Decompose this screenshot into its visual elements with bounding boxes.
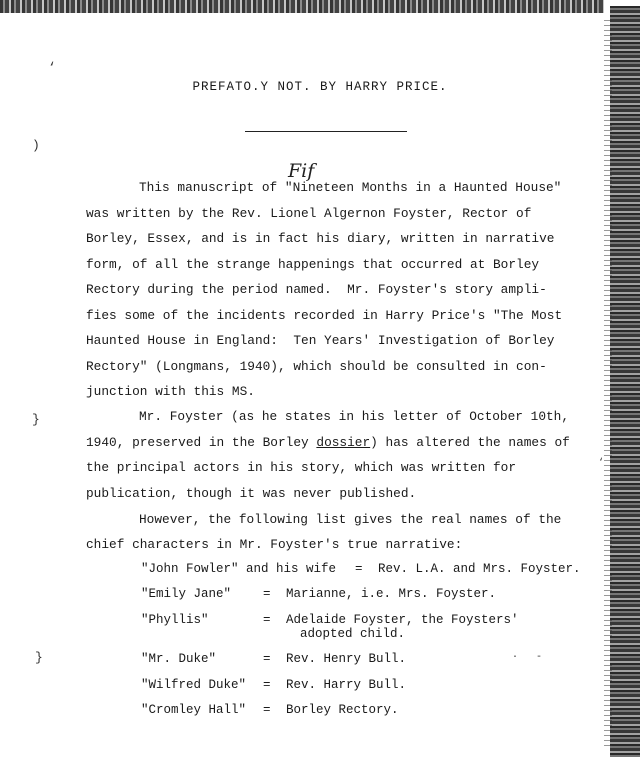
real-name: Marianne, i.e. Mrs. Foyster.: [286, 587, 497, 601]
text-line: Borley, Essex, and is in fact his diary, written in narrative: [86, 231, 555, 246]
text-line: fies some of the incidents recorded in Harry Price's "The Most: [86, 308, 563, 323]
punch-mark: ‘: [48, 60, 56, 75]
stray-mark: · -: [512, 652, 543, 663]
text-line: publication, though it was never published.: [86, 486, 417, 501]
alias-name: "Emily Jane": [141, 587, 232, 601]
scan-right-edge-shadow: [604, 20, 612, 750]
real-name: Adelaide Foyster, the Foysters': [286, 613, 519, 627]
alias-name: "Cromley Hall": [141, 703, 247, 717]
text-line: Haunted House in England: Ten Years' Investigation of Borley: [86, 333, 555, 348]
text-line: Rectory during the period named. Mr. Foyster's story ampli-: [86, 282, 547, 297]
equals-sign: =: [263, 678, 271, 692]
handwritten-annotation: Fif: [288, 160, 315, 182]
real-name: Rev. Henry Bull.: [286, 652, 407, 666]
text-line: However, the following list gives the real names of the: [139, 512, 562, 527]
title-rule: [245, 131, 407, 132]
document-title: PREFATO.Y NOT. BY HARRY PRICE.: [192, 80, 448, 94]
alias-name: "John Fowler" and his wife: [141, 562, 337, 576]
equals-sign: =: [263, 703, 271, 717]
scan-top-edge: [0, 0, 604, 13]
text-run: 1940, preserved in the Borley: [86, 435, 317, 450]
scan-right-edge: [610, 6, 640, 757]
equals-sign: =: [263, 587, 271, 601]
text-line: Rectory" (Longmans, 1940), which should be consulted in con-: [86, 359, 547, 374]
punch-mark: }: [35, 650, 43, 665]
equals-sign: =: [263, 652, 271, 666]
alias-name: "Wilfred Duke": [141, 678, 247, 692]
alias-name: "Phyllis": [141, 613, 209, 627]
stray-mark: ‘: [598, 458, 605, 469]
punch-mark: }: [32, 412, 40, 427]
text-run: ) has altered the names of: [370, 435, 570, 450]
underlined-word: dossier: [316, 435, 371, 450]
text-line: form, of all the strange happenings that occurred at Borley: [86, 257, 540, 272]
equals-sign: =: [263, 613, 271, 627]
text-line: This manuscript of "Nineteen Months in a Haunted House": [139, 180, 562, 195]
real-name: Rev. L.A. and Mrs. Foyster.: [378, 562, 581, 576]
real-name: Rev. Harry Bull.: [286, 678, 407, 692]
punch-mark: ): [32, 138, 40, 153]
text-line: junction with this MS.: [86, 384, 255, 399]
equals-sign: =: [355, 562, 363, 576]
real-name-continued: adopted child.: [300, 627, 406, 641]
text-line: was written by the Rev. Lionel Algernon Foyster, Rector of: [86, 206, 532, 221]
text-line: Mr. Foyster (as he states in his letter of October 10th,: [139, 409, 570, 424]
real-name: Borley Rectory.: [286, 703, 399, 717]
text-line: chief characters in Mr. Foyster's true narrative:: [86, 537, 463, 552]
alias-name: "Mr. Duke": [141, 652, 217, 666]
text-line: the principal actors in his story, which was written for: [86, 460, 517, 475]
text-line: [86, 430, 576, 456]
